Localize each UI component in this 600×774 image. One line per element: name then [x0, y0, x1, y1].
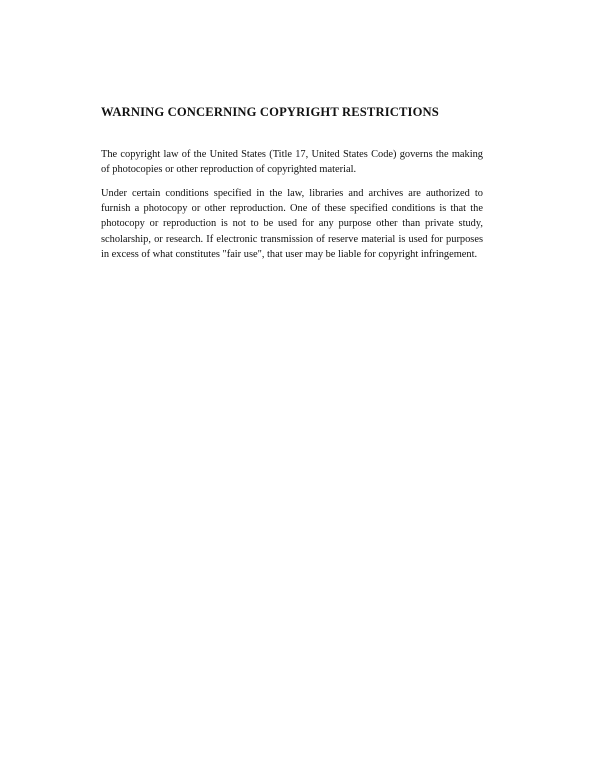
reproduction-conditions-paragraph: Under certain conditions specified in the law, libraries and archives are authorized to furnish a photocopy or other reproduction. One of these specified conditions is that the photocopy or reproduction is not to be used for any purpose other than private study, scholarship, or research. If electronic transmission of reserve material is used for purposes in excess of what constitutes "fair use", that user may be liable for copyright infringement. [101, 188, 483, 260]
copyright-law-paragraph: The copyright law of the United States (Title 17, United States Code) governs the making of photocopies or other reproduction of copyrighted material. [101, 149, 483, 176]
copyright-warning-title: WARNING CONCERNING COPYRIGHT RESTRICTIONS [101, 105, 439, 119]
